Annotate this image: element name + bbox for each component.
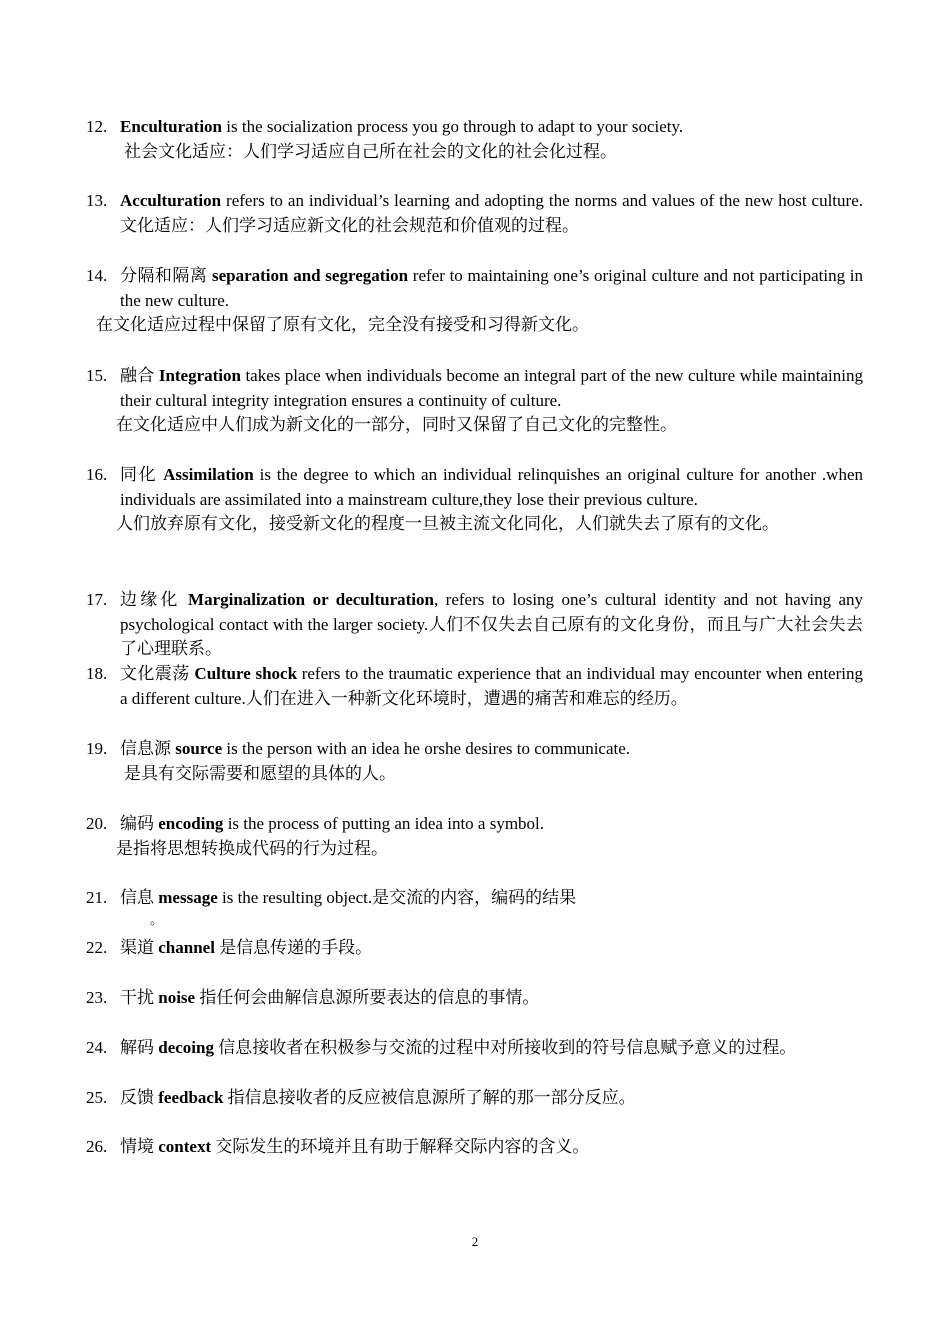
entry-number: 13.	[86, 191, 108, 210]
glossary-entry-18	[86, 662, 863, 711]
entry-chinese-term: 边缘化	[120, 590, 189, 609]
glossary-entry-13	[86, 189, 863, 238]
entry-number: 22.	[86, 938, 108, 957]
entry-translation: 人们放弃原有文化，接受新文化的程度一旦被主流文化同化，人们就失去了原有的文化。	[116, 514, 779, 533]
entry-number: 25.	[86, 1088, 108, 1107]
glossary-entry-17	[86, 588, 863, 662]
entry-definition: is the degree to which an individual relinquishes an original culture for another .when individuals are assimilated into a mainstream culture,they lose their previous culture.	[120, 465, 863, 509]
entry-term: Marginalization or deculturation	[188, 590, 434, 609]
glossary-entry-26	[86, 1135, 863, 1160]
entry-term: noise	[158, 988, 196, 1007]
entry-term: Enculturation	[120, 117, 223, 136]
entry-chinese-term: 反馈	[120, 1088, 159, 1107]
entry-term: separation and segregation	[211, 266, 409, 285]
entry-term: encoding	[158, 814, 224, 833]
entry-definition: 信息接收者在积极参与交流的过程中对所接收到的符号信息赋予意义的过程。	[213, 1038, 797, 1057]
entry-definition: refers to an individual’s learning and adopting the norms and values of the new host culture. 文化适应：人们学习适应新文化的社会规范和价值观的过程。	[120, 191, 863, 235]
entry-number: 18.	[86, 664, 108, 683]
entry-definition: takes place when individuals become an integral part of the new culture while maintaining their cultural integrity integration ensures a continuity of culture.	[120, 366, 863, 410]
entry-definition: is the socialization process you go through to adapt to your society.	[222, 117, 684, 136]
glossary-entry-23	[86, 986, 863, 1011]
entry-number: 19.	[86, 739, 108, 758]
entry-number: 23.	[86, 988, 108, 1007]
entry-definition: 指任何会曲解信息源所要表达的信息的事情。	[195, 988, 540, 1007]
entry-chinese-term: 信息源	[120, 739, 176, 758]
glossary-entry-21	[86, 886, 863, 929]
entry-chinese-term: 渠道	[120, 938, 159, 957]
entry-definition: refers to the traumatic experience that an individual may encounter when entering a different culture.人们在进入一种新文化环境时，遭遇的痛苦和难忘的经历。	[120, 664, 863, 708]
entry-chinese-term: 分隔和隔离	[120, 266, 212, 285]
entry-translation: 。	[150, 911, 164, 927]
entry-chinese-term: 同化	[120, 465, 164, 484]
glossary-entry-20	[86, 812, 863, 861]
glossary-entry-12	[86, 115, 863, 164]
entry-chinese-term: 融合	[120, 366, 159, 385]
entry-term: source	[175, 739, 223, 758]
entry-number: 17.	[86, 590, 108, 609]
glossary-entry-15	[86, 364, 863, 438]
entry-number: 20.	[86, 814, 108, 833]
entry-translation: 是具有交际需要和愿望的具体的人。	[124, 763, 396, 783]
entry-term: context	[158, 1137, 212, 1156]
entry-number: 12.	[86, 117, 108, 136]
entry-definition: is the process of putting an idea into a symbol.	[223, 814, 545, 833]
entry-definition: 是信息传递的手段。	[214, 938, 373, 957]
page-number: 2	[471, 1234, 479, 1249]
entry-translation: 社会文化适应：人们学习适应自己所在社会的文化的社会化过程。	[124, 141, 617, 161]
entry-definition: is the resulting object.是交流的内容，编码的结果	[217, 888, 577, 907]
entry-term: Culture shock	[194, 664, 298, 683]
entry-term: feedback	[158, 1088, 224, 1107]
entry-number: 16.	[86, 465, 108, 484]
entry-number: 14.	[86, 266, 108, 285]
glossary-entry-22	[86, 936, 863, 961]
entry-chinese-term: 信息	[120, 888, 159, 907]
glossary-entry-25	[86, 1086, 863, 1111]
entry-translation: 在文化适应过程中保留了原有文化，完全没有接受和习得新文化。	[96, 315, 589, 334]
entry-term: message	[158, 888, 218, 907]
entry-chinese-term: 文化震荡	[120, 664, 195, 683]
glossary-entry-24	[86, 1036, 863, 1061]
entry-definition: , refers to losing one’s cultural identity and not having any psychological contact with the larger society.人们不仅失去自己原有的文化身份，而且与广大社会失去了心理联系。	[120, 590, 863, 658]
entry-number: 24.	[86, 1038, 108, 1057]
glossary-entry-19	[86, 737, 863, 786]
entry-term: decoing	[158, 1038, 214, 1057]
entry-definition: refer to maintaining one’s original culture and not participating in the new culture.	[120, 266, 864, 310]
entry-term: Assimilation	[163, 465, 254, 484]
entry-term: channel	[158, 938, 215, 957]
entry-definition: 指信息接收者的反应被信息源所了解的那一部分反应。	[223, 1088, 636, 1107]
entry-chinese-term: 编码	[120, 814, 159, 833]
entry-number: 15.	[86, 366, 108, 385]
entry-translation: 是指将思想转换成代码的行为过程。	[116, 838, 388, 858]
entry-definition: 交际发生的环境并且有助于解释交际内容的含义。	[211, 1137, 590, 1156]
entry-chinese-term: 解码	[120, 1038, 159, 1057]
entry-chinese-term: 干扰	[120, 988, 159, 1007]
glossary-entry-16	[86, 463, 863, 537]
entry-chinese-term: 情境	[120, 1137, 159, 1156]
entry-number: 21.	[86, 888, 108, 907]
entry-term: Acculturation	[120, 191, 222, 210]
entry-translation: 在文化适应中人们成为新文化的一部分，同时又保留了自己文化的完整性。	[116, 415, 677, 434]
glossary-entry-14	[86, 264, 863, 338]
entry-number: 26.	[86, 1137, 108, 1156]
entry-definition: is the person with an idea he orshe desires to communicate.	[222, 739, 631, 758]
entry-term: Integration	[158, 366, 241, 385]
